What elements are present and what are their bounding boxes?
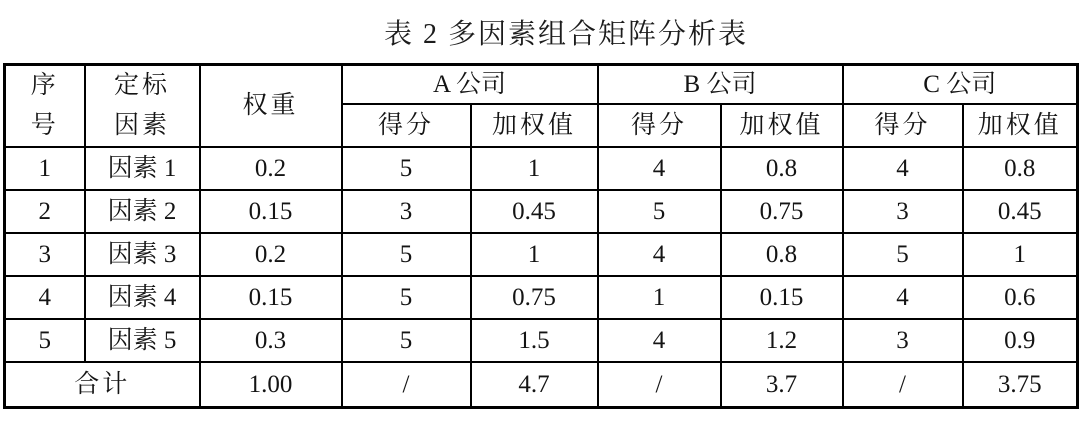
cell-c-score: 5 [843, 233, 963, 276]
header-seq-line2: 号 [30, 112, 59, 139]
cell-c-weighted: 0.45 [963, 190, 1078, 233]
cell-seq: 2 [5, 190, 85, 233]
cell-b-score: 4 [598, 147, 721, 190]
cell-b-weighted: 0.15 [721, 276, 843, 319]
cell-a-weighted: 1 [471, 233, 598, 276]
total-c-score: / [843, 362, 963, 407]
cell-b-score: 4 [598, 319, 721, 362]
header-seq-line1: 序 [30, 72, 59, 99]
header-score-a: 得分 [342, 104, 471, 147]
cell-factor: 因素 4 [85, 276, 200, 319]
table-title: 表 2 多因素组合矩阵分析表 [383, 19, 748, 50]
header-company-b: B 公司 [598, 65, 843, 104]
cell-b-weighted: 0.8 [721, 147, 843, 190]
cell-seq: 1 [5, 147, 85, 190]
cell-weight: 0.2 [200, 147, 342, 190]
cell-factor: 因素 5 [85, 319, 200, 362]
header-row-top [5, 65, 1078, 104]
cell-a-score: 5 [342, 319, 471, 362]
header-factor-line1: 定标 [113, 72, 170, 99]
header-weighted-b: 加权值 [721, 104, 843, 147]
table-row [5, 147, 1078, 190]
title-row [0, 12, 1080, 50]
total-c-weighted: 3.75 [963, 362, 1078, 407]
header-factor [85, 65, 200, 148]
header-score-c: 得分 [843, 104, 963, 147]
cell-a-weighted: 0.45 [471, 190, 598, 233]
header-factor-line2: 因素 [113, 112, 170, 139]
cell-c-score: 4 [843, 147, 963, 190]
total-row [5, 362, 1078, 407]
cell-factor: 因素 3 [85, 233, 200, 276]
cell-b-score: 4 [598, 233, 721, 276]
header-score-b: 得分 [598, 104, 721, 147]
cell-factor: 因素 1 [85, 147, 200, 190]
cell-factor: 因素 2 [85, 190, 200, 233]
cell-c-weighted: 0.8 [963, 147, 1078, 190]
cell-b-weighted: 0.75 [721, 190, 843, 233]
cell-b-score: 1 [598, 276, 721, 319]
table-row [5, 233, 1078, 276]
total-a-weighted: 4.7 [471, 362, 598, 407]
table-row [5, 276, 1078, 319]
total-label: 合计 [5, 362, 200, 407]
cell-b-weighted: 0.8 [721, 233, 843, 276]
total-a-score: / [342, 362, 471, 407]
cell-c-score: 3 [843, 319, 963, 362]
cell-seq: 4 [5, 276, 85, 319]
cell-weight: 0.15 [200, 276, 342, 319]
header-weighted-a: 加权值 [471, 104, 598, 147]
cell-seq: 5 [5, 319, 85, 362]
cell-a-score: 5 [342, 276, 471, 319]
header-seq [5, 65, 85, 148]
table-row [5, 319, 1078, 362]
cell-c-weighted: 1 [963, 233, 1078, 276]
cell-c-score: 3 [843, 190, 963, 233]
header-company-a: A 公司 [342, 65, 598, 104]
cell-a-weighted: 0.75 [471, 276, 598, 319]
cell-weight: 0.2 [200, 233, 342, 276]
cell-c-score: 4 [843, 276, 963, 319]
cell-c-weighted: 0.9 [963, 319, 1078, 362]
table-row [5, 190, 1078, 233]
total-weight: 1.00 [200, 362, 342, 407]
header-weight: 权重 [200, 65, 342, 148]
cell-seq: 3 [5, 233, 85, 276]
cell-b-weighted: 1.2 [721, 319, 843, 362]
cell-a-score: 5 [342, 233, 471, 276]
cell-a-score: 3 [342, 190, 471, 233]
total-b-weighted: 3.7 [721, 362, 843, 407]
cell-weight: 0.15 [200, 190, 342, 233]
cell-a-weighted: 1 [471, 147, 598, 190]
cell-a-score: 5 [342, 147, 471, 190]
analysis-table [3, 63, 1079, 409]
cell-weight: 0.3 [200, 319, 342, 362]
header-company-c: C 公司 [843, 65, 1078, 104]
cell-b-score: 5 [598, 190, 721, 233]
cell-c-weighted: 0.6 [963, 276, 1078, 319]
total-b-score: / [598, 362, 721, 407]
cell-a-weighted: 1.5 [471, 319, 598, 362]
header-weighted-c: 加权值 [963, 104, 1078, 147]
